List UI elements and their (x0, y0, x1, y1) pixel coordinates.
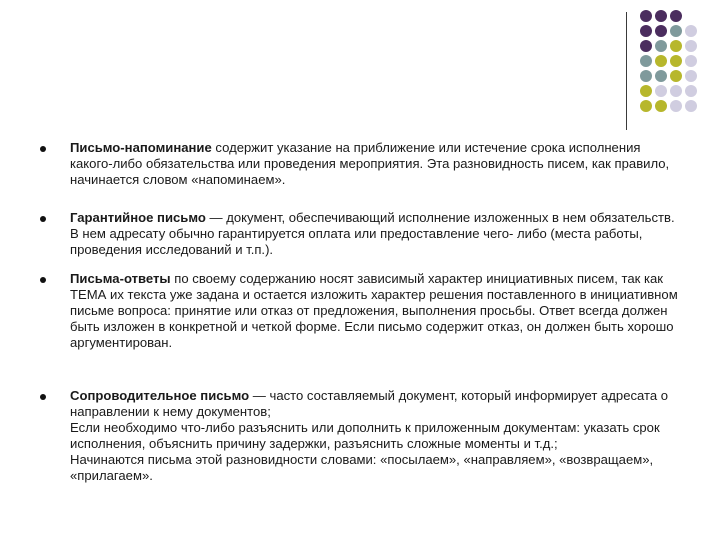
decorative-dot (655, 25, 667, 37)
decorative-dot (670, 85, 682, 97)
decorative-dot (670, 10, 682, 22)
decorative-dot-grid (640, 10, 712, 120)
bullet-icon (40, 216, 46, 222)
decorative-dot (640, 25, 652, 37)
slide-content (40, 140, 680, 484)
list-item-cover-letter (40, 388, 680, 484)
decorative-dot (670, 100, 682, 112)
item-extra-paragraph: Начинаются письма этой разновидности словами: «посылаем», «направляем», «возвращаем», «прилагаем». (70, 452, 654, 483)
item-paragraph (70, 140, 680, 188)
list-item-reminder-letter (40, 140, 680, 210)
decorative-dot (655, 70, 667, 82)
decorative-dot (640, 40, 652, 52)
decorative-dot (685, 100, 697, 112)
bullet-icon (40, 277, 46, 283)
decorative-dot (670, 55, 682, 67)
list-item-guarantee-letter (40, 210, 680, 271)
bullet-icon (40, 394, 46, 400)
decorative-dot (655, 55, 667, 67)
decorative-dot (655, 100, 667, 112)
item-extra-paragraph: Если необходимо что-либо разъяснить или дополнить к приложенным документам: указать срок исполнения, объяснить причину задержки, разъяснить сложные моменты и т.д.; (70, 420, 660, 451)
item-term: Письмо-напоминание (70, 140, 212, 155)
item-text: — документ, обеспечивающий исполнение изложенных в нем обязательств. В нем адресату обычно гарантируется оплата или предоставление чего- либо (места работы, проведения исследований и т.п.). (70, 210, 675, 257)
item-text: — часто составляемый документ, который информирует адресата о направлении к нему документов; (70, 388, 669, 419)
decorative-dot (685, 70, 697, 82)
decorative-dot (685, 40, 697, 52)
item-text: содержит указание на приближение или истечение срока исполнения какого-либо обязательства или проведения мероприятия. Эта разновидность писем, как правило, начинается словом «напоминаем». (70, 140, 670, 187)
decorative-dot (640, 70, 652, 82)
decorative-dot (670, 40, 682, 52)
item-term: Письма-ответы (70, 271, 171, 286)
decorative-dot (670, 70, 682, 82)
decorative-dot (670, 25, 682, 37)
decorative-divider-line (626, 12, 627, 130)
item-term: Сопроводительное письмо (70, 388, 250, 403)
decorative-dot (655, 85, 667, 97)
decorative-dot (640, 10, 652, 22)
item-paragraph (70, 210, 680, 258)
decorative-dot (655, 10, 667, 22)
decorative-dot (640, 85, 652, 97)
decorative-dot (685, 25, 697, 37)
decorative-dot (655, 40, 667, 52)
decorative-dot (640, 100, 652, 112)
item-paragraph (70, 271, 680, 351)
item-paragraph (70, 388, 680, 420)
list-item-reply-letters (40, 271, 680, 388)
item-text: по своему содержанию носят зависимый характер инициативных писем, так как ТЕМА их текста уже задана и остается изложить характер решения поставленного в инициативном письме вопроса: принятие или отказ от предложения, выполнения просьбы. Ответ всегда должен быть изложен в конкретной и четкой форме. Если письмо содержит отказ, он должен быть хорошо аргументирован. (70, 271, 678, 350)
decorative-dot (685, 55, 697, 67)
decorative-dot (640, 55, 652, 67)
decorative-dot (685, 85, 697, 97)
bullet-icon (40, 146, 46, 152)
item-term: Гарантийное письмо (70, 210, 206, 225)
